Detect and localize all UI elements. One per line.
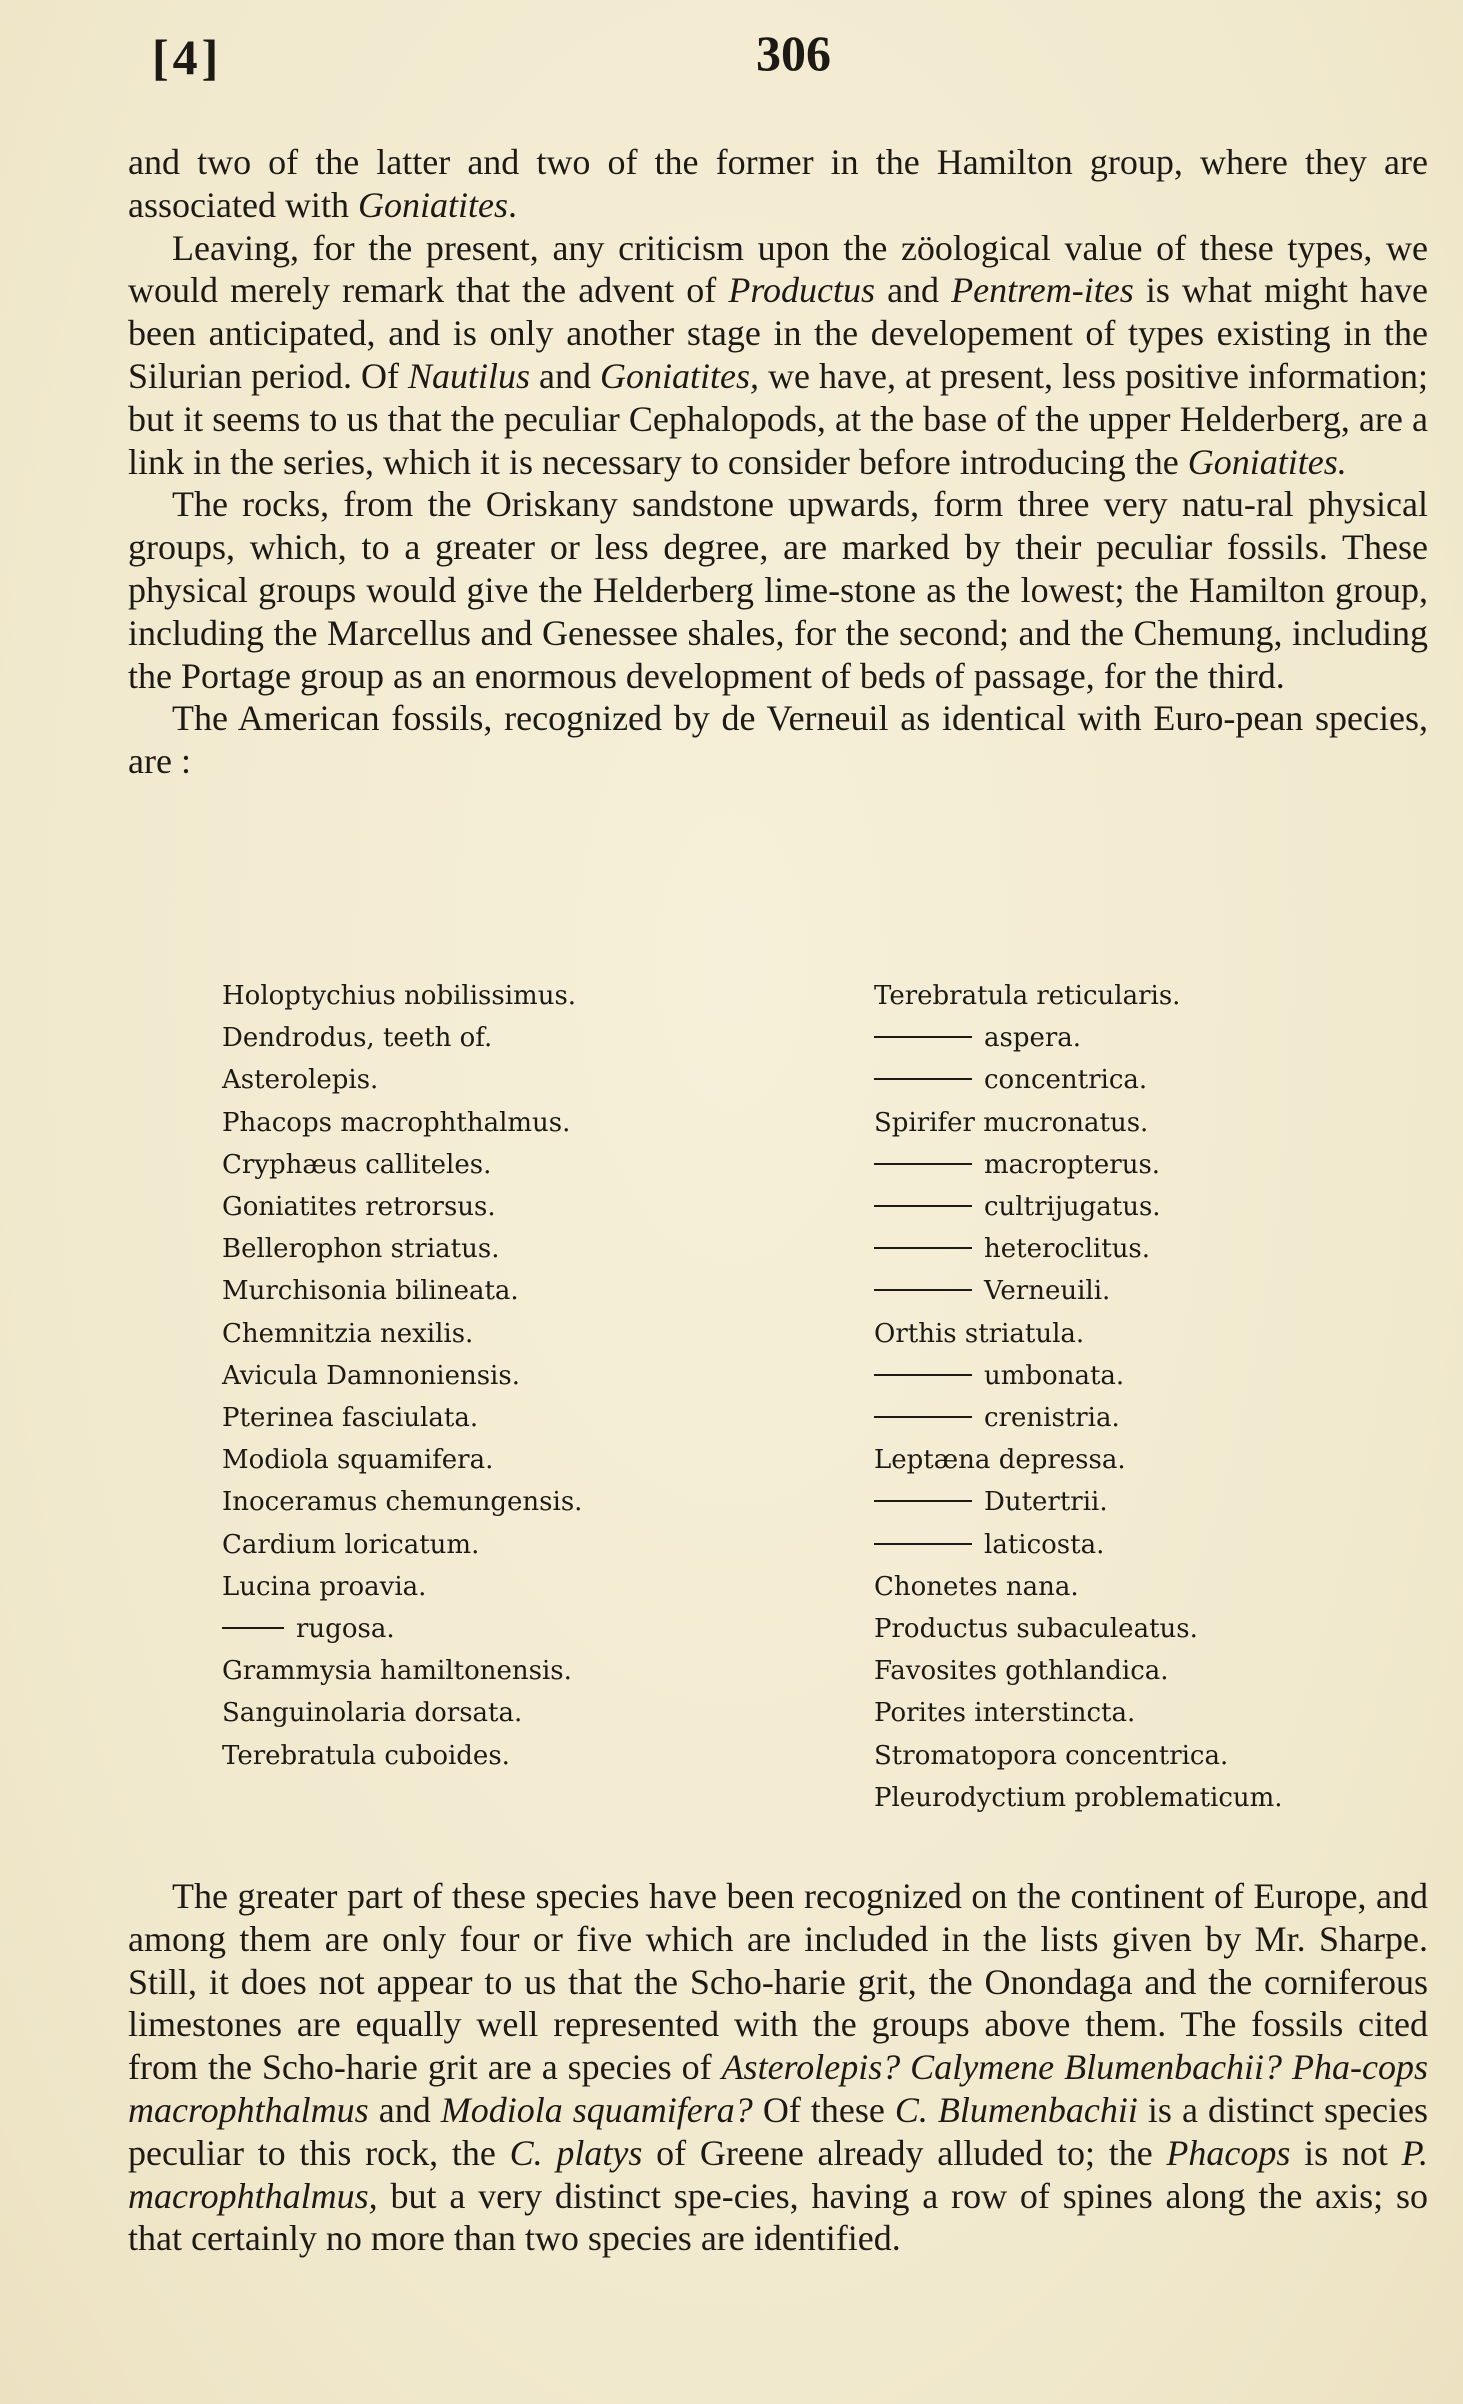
species-name: Avicula Damnoniensis.: [222, 1360, 520, 1391]
list-item: [222, 1397, 582, 1439]
ditto-dash: [874, 1416, 972, 1418]
text-run: but a very distinct spe-cies, having a row of spines along the axis; so that certainly no more than two species are identified.: [128, 2175, 1428, 2259]
list-item: [222, 1270, 582, 1312]
species-name: Holoptychius nobilissimus.: [222, 981, 577, 1011]
species-name: Pterinea fasciulata.: [222, 1403, 479, 1434]
list-item: [874, 1650, 1283, 1692]
ditto-dash: [874, 1374, 972, 1376]
ditto-dash: [874, 1163, 972, 1165]
list-item: [874, 1481, 1283, 1523]
text-run: and: [875, 270, 952, 311]
italic-text: Goniatites.: [1187, 441, 1347, 482]
text-run: The American fossils, recognized by de Verneuil as identical with Euro-pean species, are :: [128, 698, 1428, 782]
species-name: crenistria.: [984, 1403, 1120, 1434]
species-name: rugosa.: [296, 1614, 395, 1645]
species-name: cultrijugatus.: [984, 1192, 1161, 1223]
paragraph: [128, 697, 1428, 783]
list-item: [874, 1777, 1283, 1819]
species-name: Modiola squamifera.: [222, 1445, 494, 1476]
text-run: is a distinct species peculiar to this rock, the: [128, 2089, 1428, 2173]
species-name: Dutertrii.: [984, 1487, 1108, 1518]
species-name: Asterolepis.: [222, 1065, 379, 1096]
species-name: Terebratula cuboides.: [222, 1740, 510, 1771]
list-item: [222, 1608, 582, 1650]
species-name: Phacops macrophthalmus.: [222, 1107, 571, 1138]
species-name: Verneuili.: [984, 1276, 1111, 1307]
italic-text: C. platys: [509, 2132, 643, 2173]
list-item: [874, 1059, 1283, 1101]
list-item: [874, 1355, 1283, 1397]
species-name: Porites interstincta.: [874, 1698, 1136, 1729]
paragraph: [128, 1875, 1428, 2260]
italic-text: Nautilus: [408, 355, 531, 396]
species-name: Dendrodus, teeth of.: [222, 1023, 493, 1054]
list-item: [874, 1397, 1283, 1439]
ditto-dash: [874, 1036, 972, 1038]
list-item: [222, 1144, 582, 1186]
list-item: [222, 1313, 582, 1355]
species-name: Pleurodyctium problematicum.: [874, 1782, 1283, 1813]
species-name: heteroclitus.: [984, 1234, 1151, 1265]
italic-text: C. Blumenbachii: [894, 2089, 1138, 2130]
species-name: Lucina proavia.: [222, 1571, 427, 1602]
species-name: Chonetes nana.: [874, 1571, 1079, 1602]
ditto-dash: [874, 1500, 972, 1502]
species-name: concentrica.: [984, 1065, 1148, 1096]
list-item: [222, 1566, 582, 1608]
species-name: Terebratula reticularis.: [874, 981, 1181, 1011]
text-run: The rocks, from the Oriskany sandstone upwards, form three very natu-ral physical groups, which, to a greater or less degree, are marked by their peculiar fossils. These physical groups would give the Helderberg lime-stone as the lowest; the Hamilton group, including the Marcellus and Genessee shales, for the second; and the Chemung, including the Portage group as an enormous development of beds of passage, for the third.: [128, 484, 1428, 696]
species-name: Grammysia hamiltonensis.: [222, 1656, 572, 1687]
list-item: [874, 1524, 1283, 1566]
italic-text: Modiola squamifera?: [440, 2089, 753, 2130]
ditto-dash: [874, 1247, 972, 1249]
species-name: laticosta.: [984, 1529, 1105, 1560]
list-item: [222, 975, 582, 1017]
text-run: we have, at present, less positive information; but it seems to us that the peculiar Cephalopods, at the base of the upper Helderberg, are a link in the series, which it is necessary to consider before introducing the: [128, 355, 1428, 482]
species-name: Spirifer mucronatus.: [874, 1107, 1149, 1138]
species-name: Productus subaculeatus.: [874, 1614, 1198, 1645]
species-name: Goniatites retrorsus.: [222, 1192, 496, 1223]
italic-text: Phacops: [1166, 2132, 1291, 2173]
species-name: umbonata.: [984, 1360, 1125, 1391]
paragraph: [128, 483, 1428, 697]
species-name: Favosites gothlandica.: [874, 1656, 1169, 1687]
list-item: [222, 1102, 582, 1144]
body-text-top: [128, 141, 1428, 783]
ditto-dash: [874, 1205, 972, 1207]
signature-mark: [4]: [152, 29, 223, 85]
list-item: [222, 1650, 582, 1692]
list-item: [874, 1313, 1283, 1355]
list-item: [874, 1186, 1283, 1228]
text-run: is what might have been anticipated, and is only another stage in the developement of types existing in the Silurian period. Of: [128, 270, 1429, 396]
species-name: macropterus.: [984, 1149, 1161, 1180]
text-run: and: [368, 2089, 441, 2130]
list-item: [222, 1228, 582, 1270]
list-item: [874, 1017, 1283, 1059]
species-name: Cardium loricatum.: [222, 1529, 480, 1560]
list-item: [222, 1059, 582, 1101]
list-item: [222, 1481, 582, 1523]
page-header: [0, 0, 1463, 120]
body-text-bottom: [128, 1875, 1428, 2260]
text-run: and: [530, 355, 601, 396]
text-run: of Greene already alluded to; the: [642, 2132, 1167, 2173]
paragraph: [128, 227, 1428, 484]
species-name: Cryphæus calliteles.: [222, 1149, 492, 1180]
species-name: Chemnitzia nexilis.: [222, 1318, 474, 1349]
species-name: Inoceramus chemungensis.: [222, 1487, 583, 1518]
list-item: [874, 1566, 1283, 1608]
ditto-dash: [874, 1543, 972, 1545]
italic-text: Goniatites,: [600, 355, 760, 396]
list-item: [222, 1439, 582, 1481]
text-run: and two of the latter and two of the former in the Hamilton group, where they are associated with: [128, 142, 1428, 225]
list-item: [874, 1692, 1283, 1734]
species-name: Orthis striatula.: [874, 1318, 1085, 1349]
list-item: [222, 1735, 582, 1777]
italic-text: Goniatites: [357, 184, 508, 225]
fossil-list-right: [874, 975, 1283, 1819]
list-item: [874, 1439, 1283, 1481]
ditto-dash: [874, 1289, 972, 1291]
species-name: Stromatopora concentrica.: [874, 1740, 1229, 1771]
species-name: Bellerophon striatus.: [222, 1234, 500, 1265]
italic-text: Pentrem-ites: [951, 270, 1134, 311]
list-item: [222, 1186, 582, 1228]
ditto-dash: [222, 1627, 284, 1629]
species-name: aspera.: [984, 1023, 1082, 1054]
text-run: The greater part of these species have been recognized on the continent of Europe, and among them are only four or five which are included in the lists given by Mr. Sharpe. Still, it does not appear to us that the Scho-harie grit, the Onondaga and the corniferous limestones are equally well represented with the groups above them. The fossils cited from the Scho-harie grit are a species of: [128, 1876, 1428, 2088]
page-number: 306: [756, 25, 831, 81]
list-item: [222, 1017, 582, 1059]
text-run: is not: [1290, 2132, 1402, 2173]
list-item: [222, 1692, 582, 1734]
list-item: [874, 1144, 1283, 1186]
italic-text: Productus: [728, 270, 875, 311]
list-item: [874, 1228, 1283, 1270]
list-item: [874, 1270, 1283, 1312]
text-run: Leaving, for the present, any criticism upon the zöological value of these types, we would merely remark that the advent of: [128, 227, 1428, 311]
list-item: [874, 975, 1283, 1017]
paragraph: [128, 141, 1428, 227]
species-name: Murchisonia bilineata.: [222, 1276, 519, 1307]
species-name: Sanguinolaria dorsata.: [222, 1698, 523, 1729]
list-item: [874, 1102, 1283, 1144]
list-item: [222, 1524, 582, 1566]
text-run: .: [507, 184, 517, 225]
species-name: Leptæna depressa.: [874, 1445, 1126, 1476]
fossil-list-left: [222, 975, 582, 1777]
text-run: Of these: [752, 2089, 895, 2130]
list-item: [874, 1735, 1283, 1777]
italic-text: P. macrophthalmus,: [128, 2132, 1429, 2216]
list-item: [874, 1608, 1283, 1650]
italic-text: Asterolepis? Calymene Blumenbachii? Pha-cops macrophthalmus: [128, 2047, 1428, 2130]
ditto-dash: [874, 1078, 972, 1080]
list-item: [222, 1355, 582, 1397]
